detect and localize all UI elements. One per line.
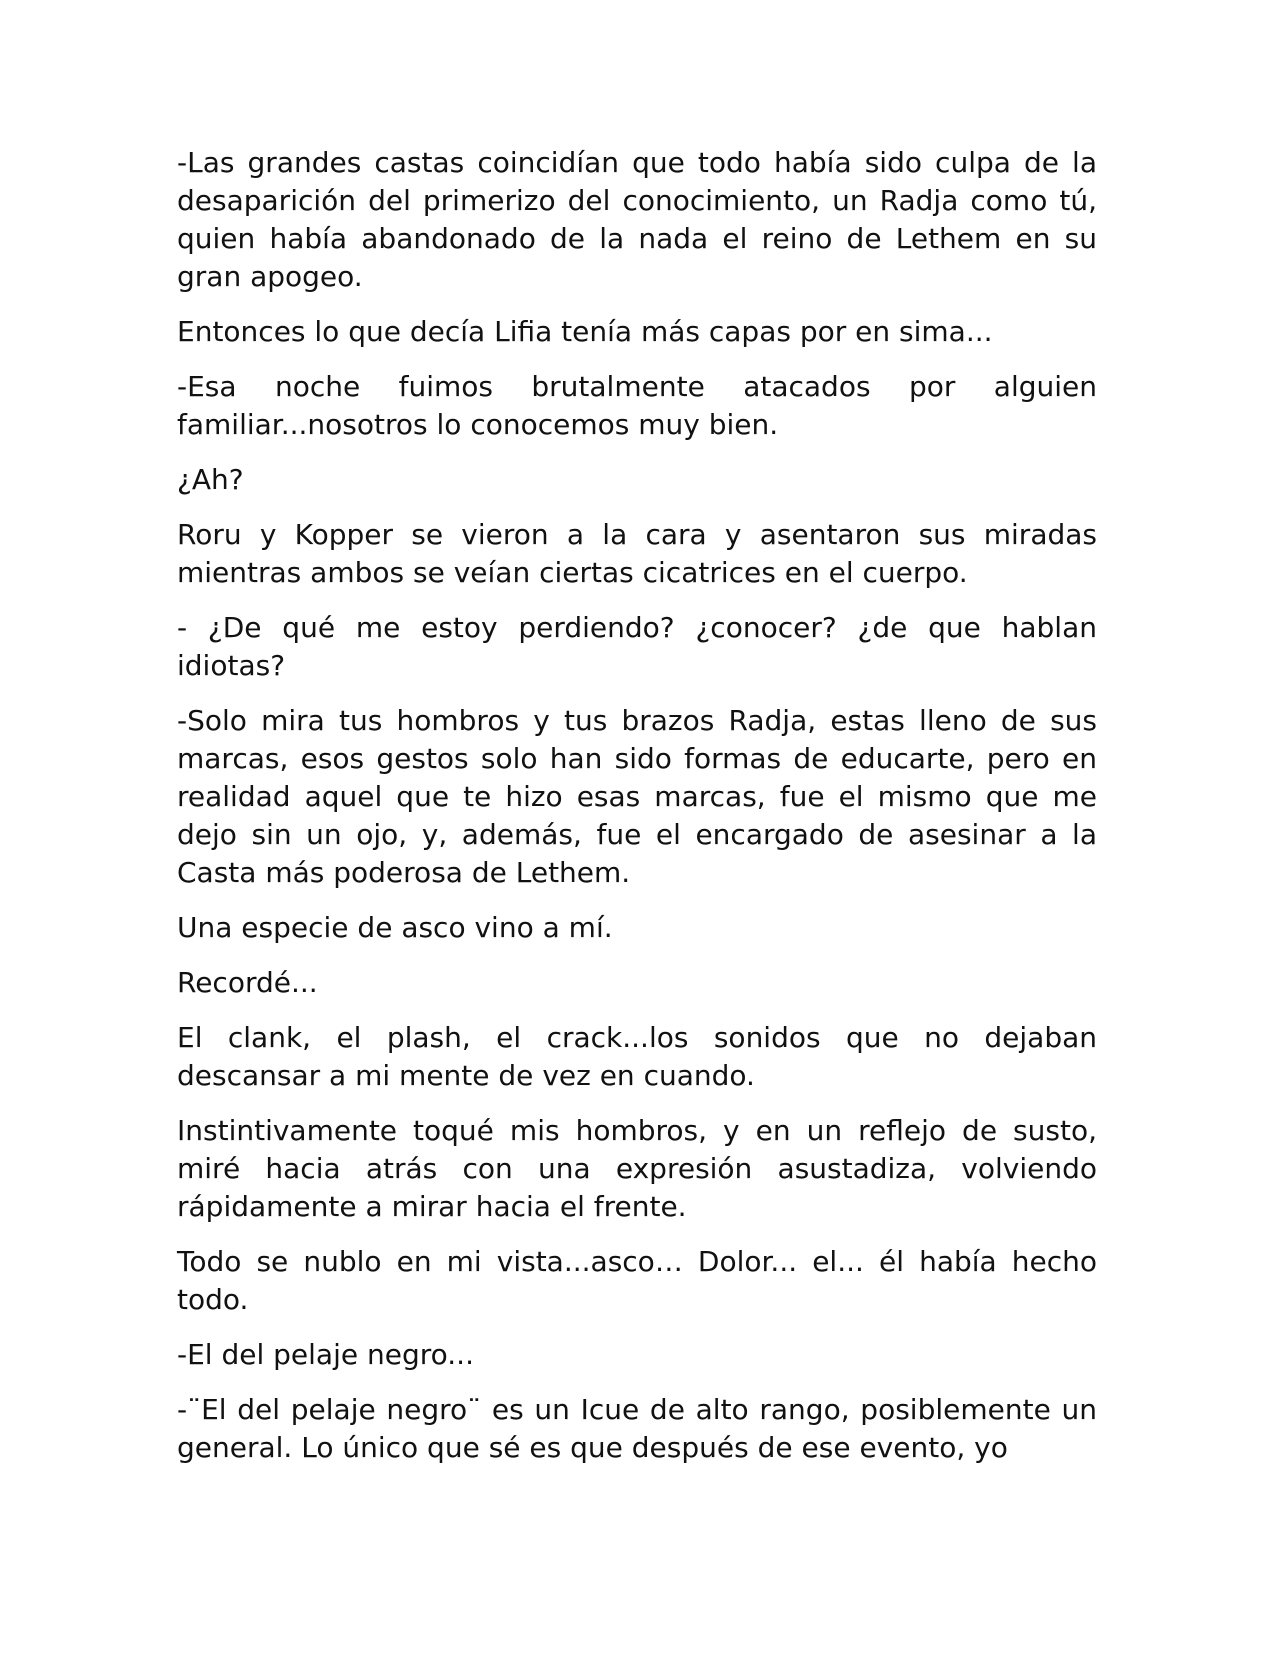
paragraph-3: -Esa noche fuimos brutalmente atacados por alguien familiar...nosotros lo conocemos muy bien. [177,370,1097,441]
paragraph-5: Roru y Kopper se vieron a la cara y asentaron sus miradas mientras ambos se veían ciertas cicatrices en el cuerpo. [177,518,1097,589]
paragraph-10: El clank, el plash, el crack...los sonidos que no dejaban descansar a mi mente de vez en cuando. [177,1021,1097,1092]
paragraph-8: Una especie de asco vino a mí. [177,911,613,944]
paragraph-7: -Solo mira tus hombros y tus brazos Radja, estas lleno de sus marcas, esos gestos solo han sido formas de educarte, pero en realidad aquel que te hizo esas marcas, fue el mismo que me dejo sin un ojo, y, además, fue el encargado de asesinar a la Casta más poderosa de Lethem. [177,704,1097,889]
document-page [177,144,1097,1484]
paragraph-4: ¿Ah? [177,463,244,496]
paragraph-2: Entonces lo que decía Lifia tenía más capas por en sima... [177,315,993,348]
paragraph-12: Todo se nublo en mi vista...asco… Dolor... el... él había hecho todo. [177,1245,1097,1316]
paragraph-9: Recordé... [177,966,318,999]
paragraph-6: - ¿De qué me estoy perdiendo? ¿conocer? ¿de que hablan idiotas? [177,611,1097,682]
paragraph-13: -El del pelaje negro... [177,1338,474,1371]
paragraph-1: -Las grandes castas coincidían que todo había sido culpa de la desaparición del primerizo del conocimiento, un Radja como tú, quien había abandonado de la nada el reino de Lethem en su gran apogeo. [177,146,1097,293]
paragraph-14: -¨El del pelaje negro¨ es un Icue de alto rango, posiblemente un general. Lo único que sé es que después de ese evento, yo [177,1393,1097,1464]
paragraph-11: Instintivamente toqué mis hombros, y en un reflejo de susto, miré hacia atrás con una expresión asustadiza, volviendo rápidamente a mirar hacia el frente. [177,1114,1097,1223]
